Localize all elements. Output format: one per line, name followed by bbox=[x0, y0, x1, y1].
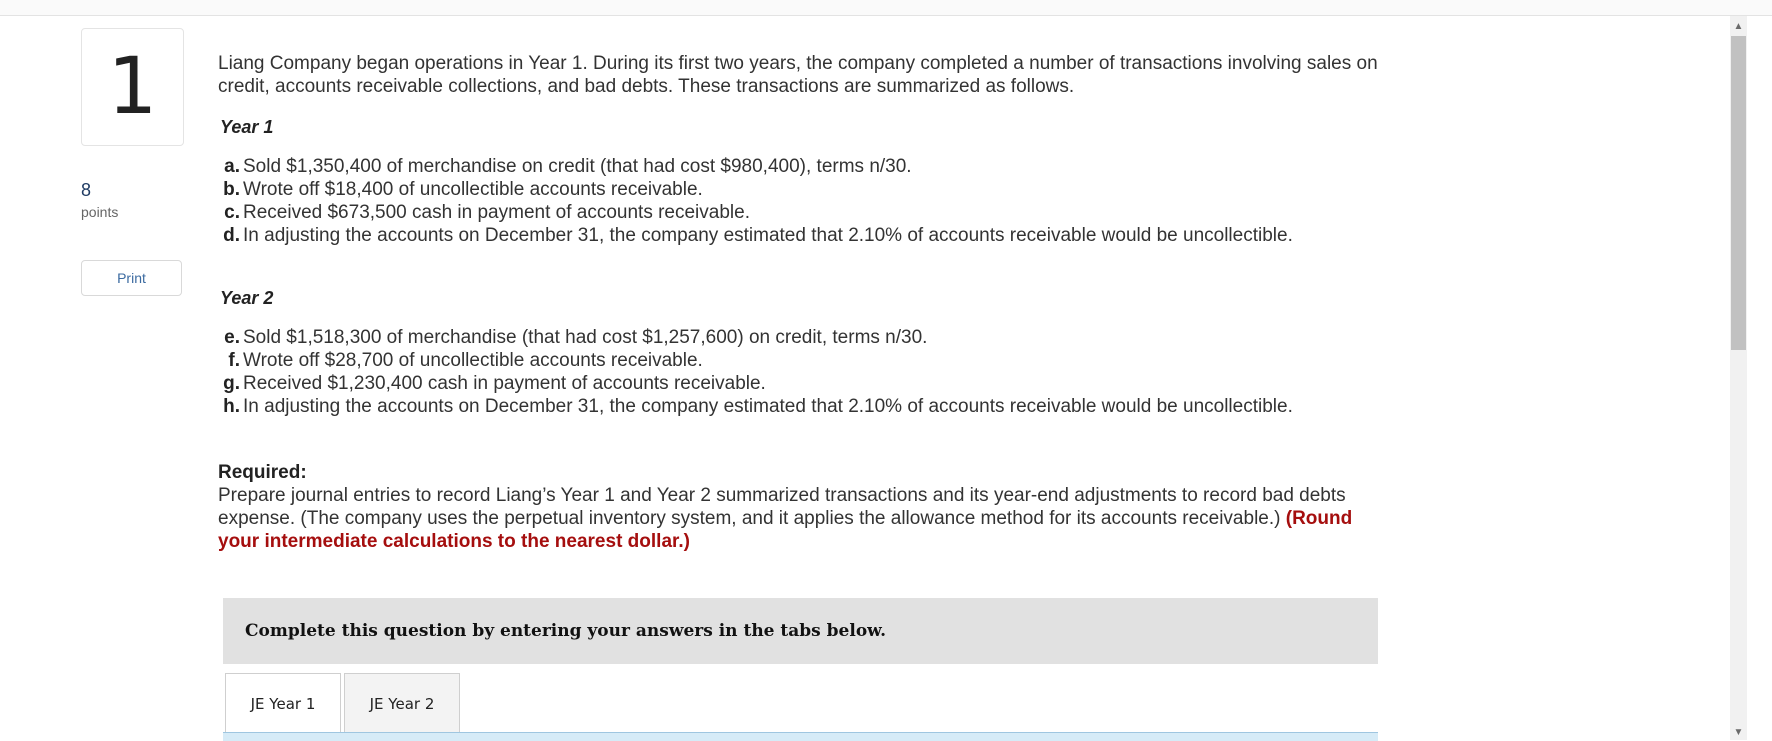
item-letter: f. bbox=[228, 350, 240, 371]
list-item bbox=[218, 224, 1393, 247]
item-text: In adjusting the accounts on December 31, the company estimated that 2.10% of accounts receivable would be uncollectible. bbox=[243, 225, 1293, 246]
list-item bbox=[218, 178, 1393, 201]
points-label: points bbox=[81, 204, 119, 220]
top-bar bbox=[0, 0, 1772, 16]
item-letter: h. bbox=[223, 396, 240, 417]
item-letter: d. bbox=[223, 225, 240, 246]
answer-tabs bbox=[225, 673, 460, 733]
tab-je-year-1[interactable]: JE Year 1 bbox=[225, 673, 341, 733]
list-item bbox=[218, 349, 1393, 372]
item-letter: a. bbox=[224, 156, 240, 177]
list-item bbox=[218, 395, 1393, 418]
item-letter: e. bbox=[224, 327, 240, 348]
list-item bbox=[218, 326, 1393, 349]
list-item bbox=[218, 372, 1393, 395]
item-text: Wrote off $18,400 of uncollectible accounts receivable. bbox=[243, 179, 703, 200]
instruction-banner bbox=[223, 598, 1378, 664]
item-text: Wrote off $28,700 of uncollectible accounts receivable. bbox=[243, 350, 703, 371]
item-text: Received $673,500 cash in payment of accounts receivable. bbox=[243, 202, 750, 223]
item-text: In adjusting the accounts on December 31, the company estimated that 2.10% of accounts receivable would be uncollectible. bbox=[243, 396, 1293, 417]
year1-transactions bbox=[218, 155, 1393, 247]
points-panel bbox=[81, 180, 118, 220]
year2-heading: Year 2 bbox=[220, 288, 274, 308]
item-letter: c. bbox=[224, 202, 240, 223]
question-number: 1 bbox=[107, 42, 158, 132]
year1-heading: Year 1 bbox=[220, 117, 274, 137]
points-value: 8 bbox=[81, 180, 92, 200]
scroll-up-arrow-icon[interactable]: ▲ bbox=[1733, 20, 1744, 32]
item-letter: g. bbox=[223, 373, 240, 394]
scrollbar-thumb[interactable] bbox=[1731, 36, 1746, 350]
item-text: Sold $1,350,400 of merchandise on credit (that had cost $980,400), terms n/30. bbox=[243, 156, 912, 177]
intro-text: Liang Company began operations in Year 1. During its first two years, the company completed a number of transactions involving sales on credit, accounts receivable collections, and bad debts. These transactions are summarized as follows. bbox=[218, 53, 1378, 97]
list-item bbox=[218, 155, 1393, 178]
year2-transactions bbox=[218, 326, 1393, 418]
item-text: Received $1,230,400 cash in payment of accounts receivable. bbox=[243, 373, 766, 394]
required-heading: Required: bbox=[218, 462, 307, 483]
required-text bbox=[218, 484, 1393, 553]
scroll-down-arrow-icon[interactable]: ▼ bbox=[1733, 726, 1744, 738]
list-item bbox=[218, 201, 1393, 224]
question-content bbox=[218, 52, 1393, 553]
rounding-note: (Round your intermediate calculations to the nearest dollar.) bbox=[218, 508, 1353, 552]
print-button[interactable]: Print bbox=[81, 260, 182, 296]
required-body: Prepare journal entries to record Liang’s Year 1 and Year 2 summarized transactions and its year-end adjustments to record bad debts expense. (The company uses the perpetual inventory system, and it applies the allowance method for its accounts receivable.) bbox=[218, 485, 1346, 529]
question-number-box bbox=[81, 28, 184, 146]
item-text: Sold $1,518,300 of merchandise (that had cost $1,257,600) on credit, terms n/30. bbox=[243, 327, 928, 348]
item-letter: b. bbox=[223, 179, 240, 200]
instruction-text: Complete this question by entering your answers in the tabs below. bbox=[245, 621, 886, 641]
tab-je-year-2[interactable]: JE Year 2 bbox=[344, 673, 460, 733]
